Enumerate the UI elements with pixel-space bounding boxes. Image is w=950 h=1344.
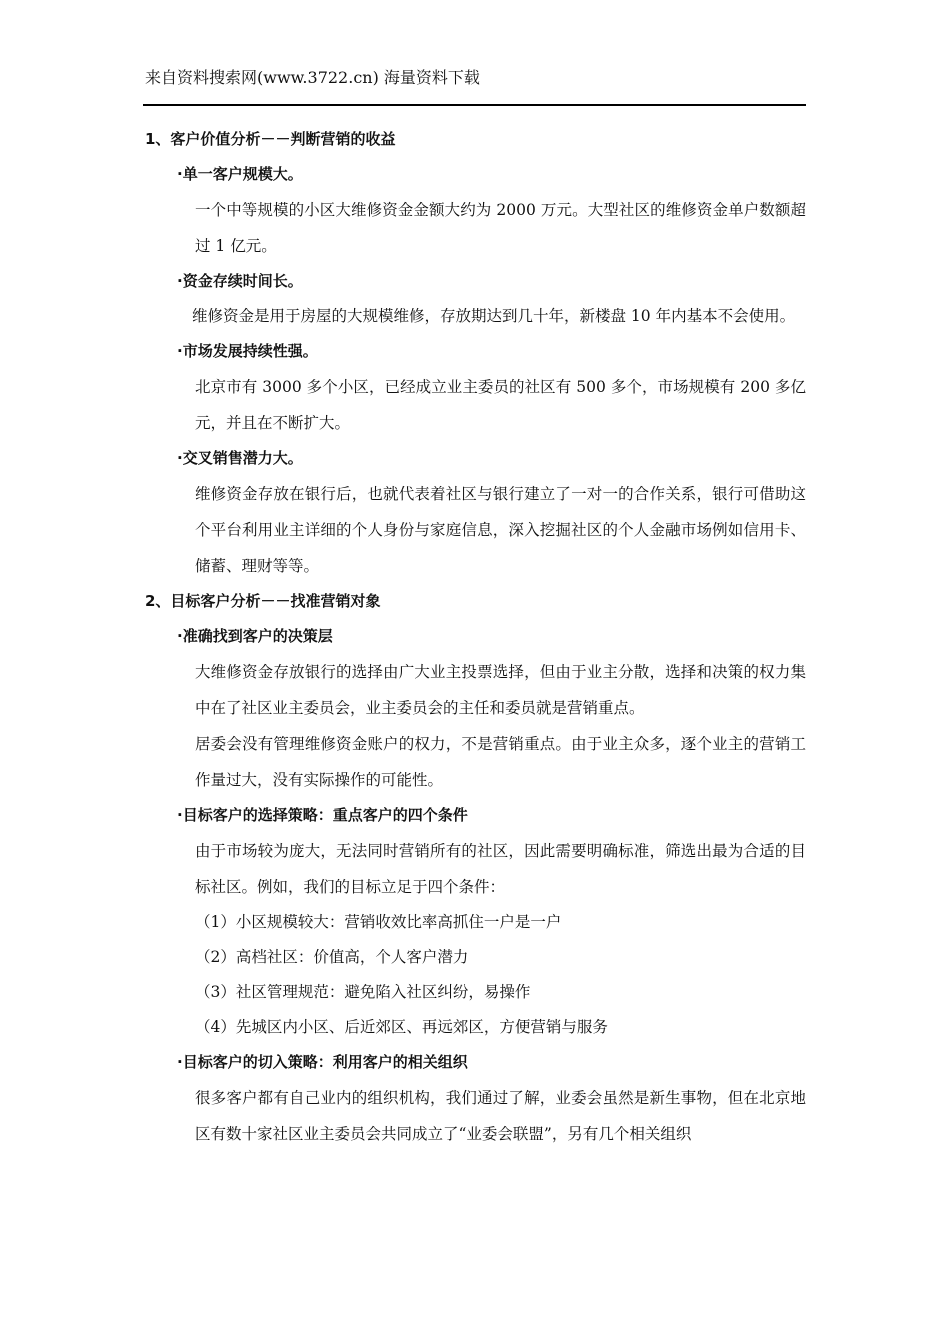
paragraph: 北京市有 3000 多个小区，已经成立业主委员的社区有 500 多个，市场规模有 200 多亿元，并且在不断扩大。 xyxy=(195,378,806,432)
paragraph: 大维修资金存放银行的选择由广大业主投票选择，但由于业主分散，选择和决策的权力集中在了社区业主委员会，业主委员会的主任和委员就是营销重点。 xyxy=(195,663,806,717)
subsection-heading: ·目标客户的选择策略：重点客户的四个条件 xyxy=(177,806,468,824)
subsection-heading: ·目标客户的切入策略：利用客户的相关组织 xyxy=(177,1053,468,1071)
paragraph: 居委会没有管理维修资金账户的权力，不是营销重点。由于业主众多，逐个业主的营销工作量过大，没有实际操作的可能性。 xyxy=(195,735,806,789)
list-item: （4）先城区内小区、后近郊区、再远郊区，方便营销与服务 xyxy=(195,1018,608,1036)
page-header: 来自资料搜索网(www.3722.cn) 海量资料下载 xyxy=(145,68,480,87)
paragraph: 一个中等规模的小区大维修资金金额大约为 2000 万元。大型社区的维修资金单户数额超过 1 亿元。 xyxy=(195,201,806,255)
paragraph: 维修资金存放在银行后，也就代表着社区与银行建立了一对一的合作关系，银行可借助这个平台利用业主详细的个人身份与家庭信息，深入挖掘社区的个人金融市场例如信用卡、储蓄、理财等等。 xyxy=(195,485,806,575)
list-item: （2）高档社区：价值高，个人客户潜力 xyxy=(195,948,469,966)
subsection-heading: ·单一客户规模大。 xyxy=(177,165,303,183)
subsection-heading: ·交叉销售潜力大。 xyxy=(177,449,303,467)
document-body xyxy=(145,122,806,1152)
subsection-heading: ·准确找到客户的决策层 xyxy=(177,627,333,645)
paragraph: 维修资金是用于房屋的大规模维修，存放期达到几十年，新楼盘 10 年内基本不会使用。 xyxy=(192,307,796,325)
paragraph: 由于市场较为庞大，无法同时营销所有的社区，因此需要明确标准，筛选出最为合适的目标社区。例如，我们的目标立足于四个条件： xyxy=(195,842,806,896)
list-item: （1）小区规模较大：营销收效比率高抓住一户是一户 xyxy=(195,913,562,931)
section-heading: 1、客户价值分析－－判断营销的收益 xyxy=(145,130,396,148)
list-item: （3）社区管理规范：避免陷入社区纠纷，易操作 xyxy=(195,983,531,1001)
paragraph: 很多客户都有自己业内的组织机构，我们通过了解，业委会虽然是新生事物，但在北京地区有数十家社区业主委员会共同成立了“业委会联盟”，另有几个相关组织 xyxy=(195,1089,806,1143)
subsection-heading: ·市场发展持续性强。 xyxy=(177,342,318,360)
section-heading: 2、目标客户分析－－找准营销对象 xyxy=(145,592,381,610)
subsection-heading: ·资金存续时间长。 xyxy=(177,272,303,290)
header-rule xyxy=(143,104,806,106)
